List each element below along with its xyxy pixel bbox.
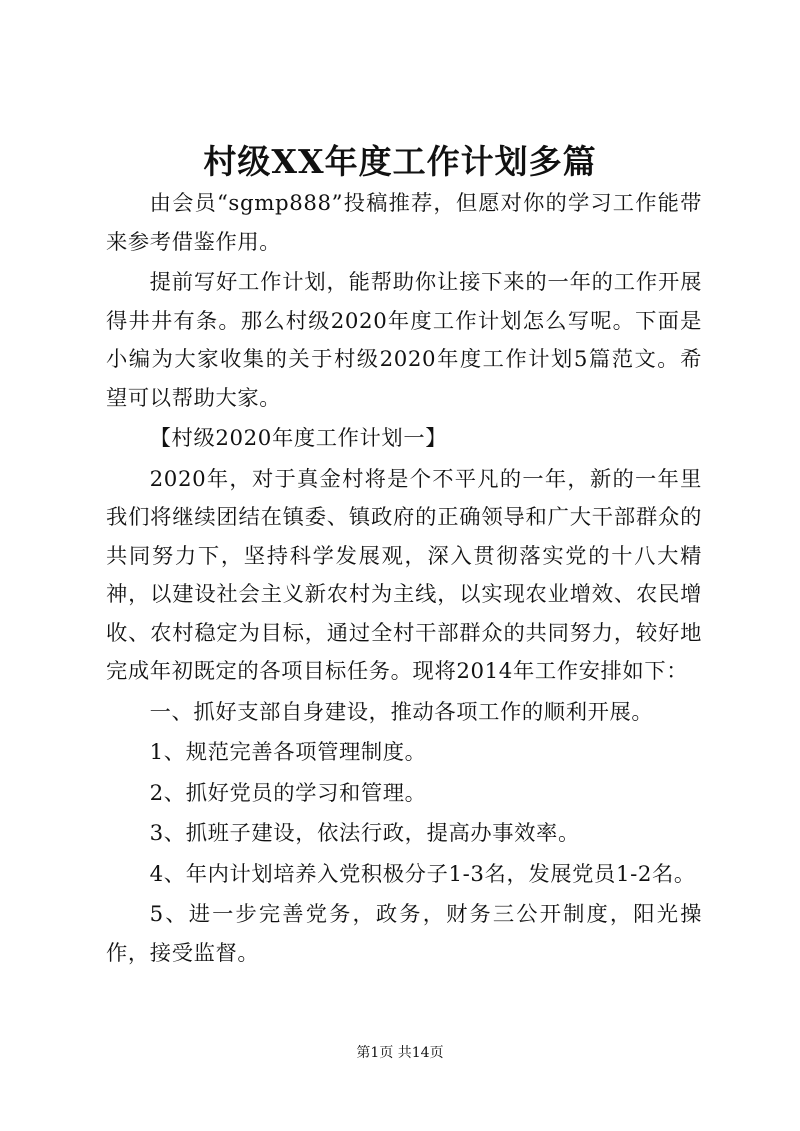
list-heading: 一、抓好支部自身建设，推动各项工作的顺利开展。 — [149, 699, 654, 725]
list-item: 5、进一步完善党务，政务，财务三公开制度，阳光操作，接受监督。 — [106, 902, 702, 966]
list-item: 1、规范完善各项管理制度。 — [149, 740, 427, 765]
paragraph-intro: 由会员“sgmp888”投稿推荐，但愿对你的学习工作能带来参考借鉴作用。 — [106, 191, 702, 255]
list-item: 4、年内计划培养入党积极分子1-3名，发展党员1-2名。 — [149, 861, 696, 887]
section-heading: 【村级2020年度工作计划一】 — [149, 426, 448, 451]
list-item: 2、抓好党员的学习和管理。 — [149, 780, 427, 806]
document-title: 村级XX年度工作计划多篇 — [203, 142, 597, 181]
paragraph-summary: 提前写好工作计划，能帮助你让接下来的一年的工作开展得井井有条。那么村级2020年度工作计划怎么写呢。下面是小编为大家收集的关于村级2020年度工作计划5篇范文。希望可以帮助大家。 — [106, 270, 702, 411]
list-item: 3、抓班子建设，依法行政，提高办事效率。 — [149, 821, 580, 846]
page-footer: 第1页 共14页 — [356, 1045, 444, 1061]
document-body — [106, 185, 702, 973]
paragraph-overview: 2020年，对于真金村将是个不平凡的一年，新的一年里我们将继续团结在镇委、镇政府的正确领导和广大干部群众的共同努力下，坚持科学发展观，深入贯彻落实党的十八大精神，以建设社会主义新农村为主线，以实现农业增效、农民增收、农村稳定为目标，通过全村干部群众的共同努力，较好地完成年初既定的各项目标任务。现将2014年工作安排如下： — [106, 466, 702, 684]
